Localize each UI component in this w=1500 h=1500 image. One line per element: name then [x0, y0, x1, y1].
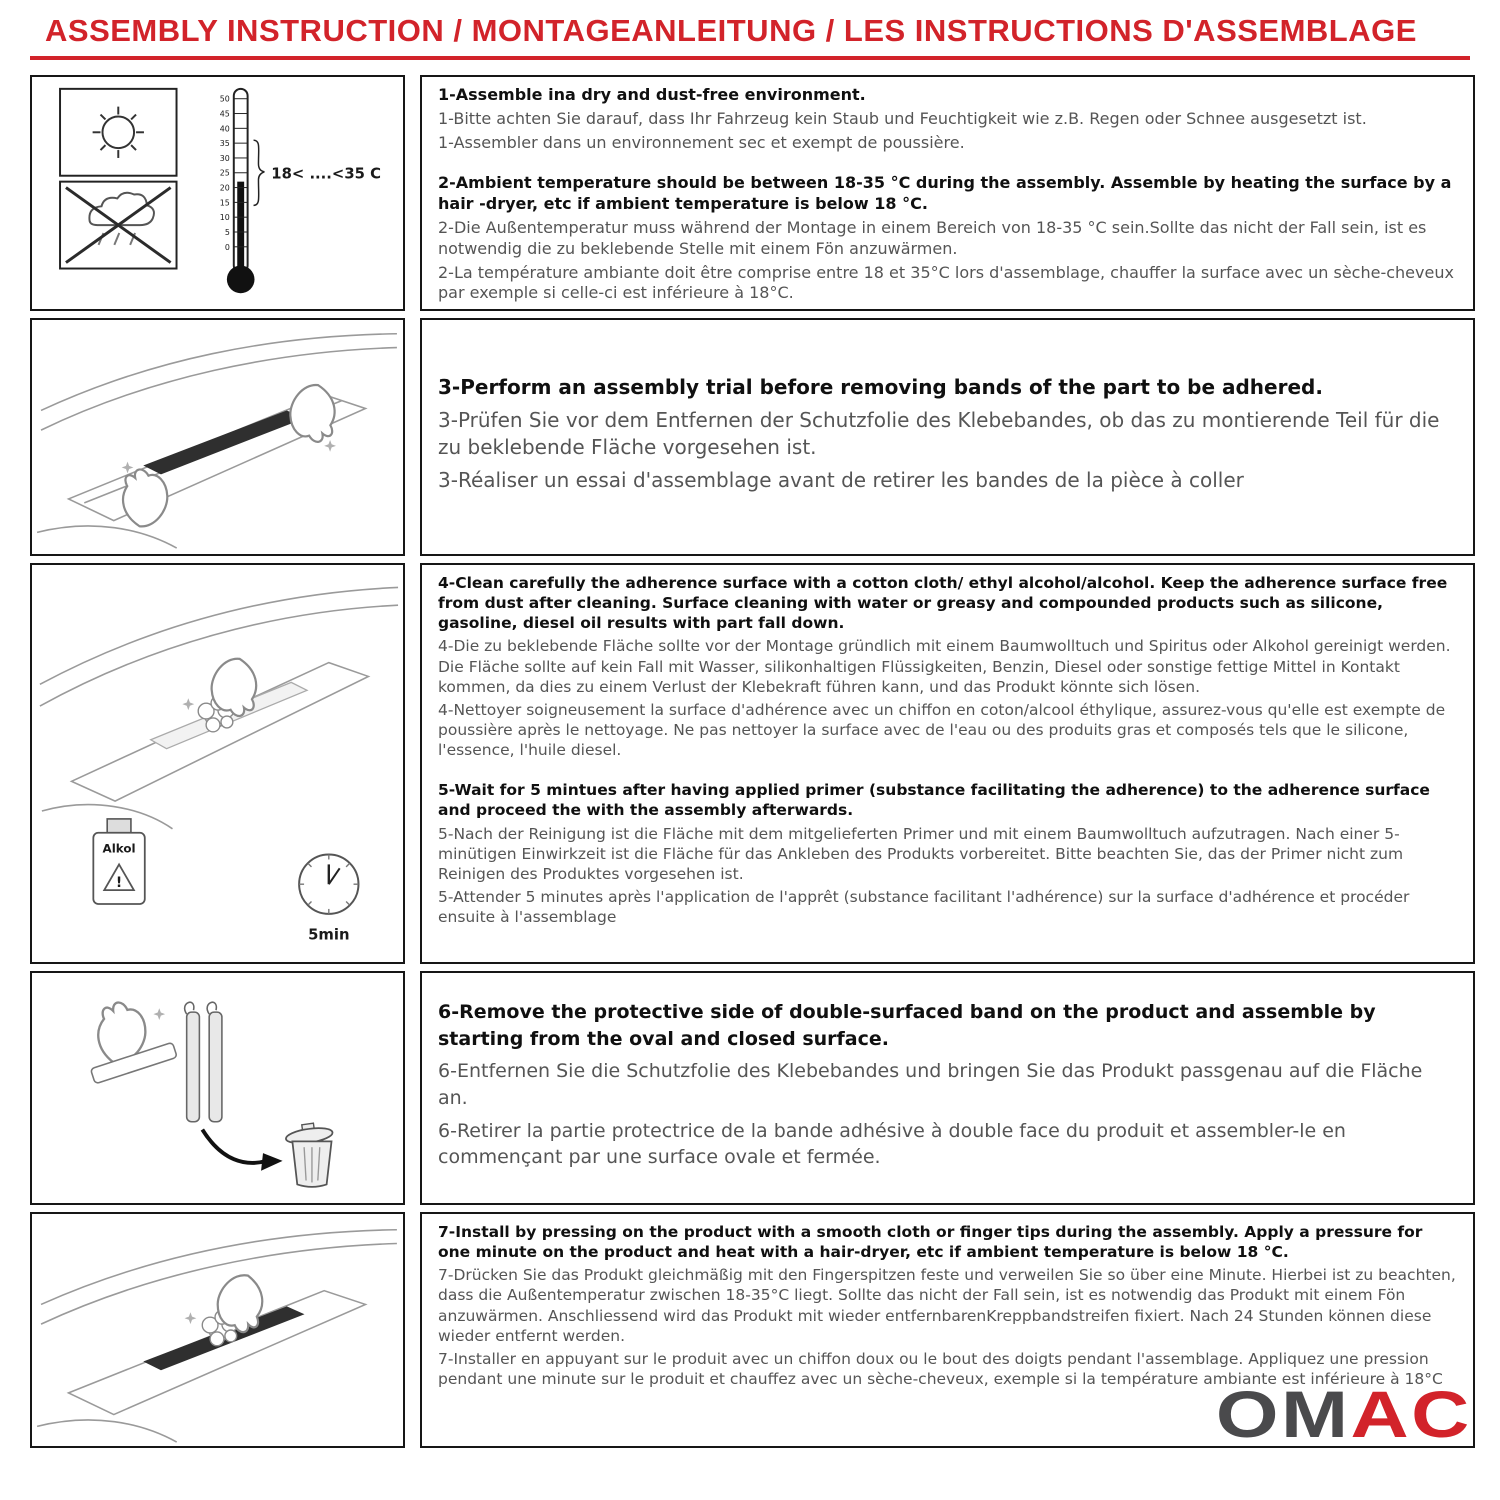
logo-text-red: AC	[1350, 1377, 1472, 1451]
instruction-5-fr: 5-Attender 5 minutes après l'application de l'apprêt (substance facilitant l'adhérence) sur la surface d'adhérence et procéder ensuite à l'assemblage	[438, 887, 1410, 927]
thermometer-icon	[220, 89, 381, 293]
svg-text:40: 40	[219, 124, 230, 134]
sparkle-icon	[185, 1312, 197, 1324]
svg-text:15: 15	[219, 198, 230, 208]
svg-text:45: 45	[219, 109, 230, 119]
trim-part	[143, 410, 304, 474]
instruction-2-fr: 2-La température ambiante doit être comprise entre 18 et 35°C lors d'assemblage, chauffer la surface avec un sèche-cheveux par exemple si celle-ci est inférieure à 18°C.	[438, 262, 1454, 303]
sparkle-icon	[122, 462, 134, 474]
warning-mark: !	[115, 875, 123, 892]
instruction-2-en: 2-Ambient temperature should be between 18-35 °C during the assembly. Assemble by heating the surface by a hair -dryer, etc if ambient temperature is below 18 °C.	[438, 173, 1452, 214]
arrow-to-trash	[202, 1130, 267, 1163]
step-row-3	[30, 563, 1475, 964]
illustration-assembly-trial	[30, 318, 405, 556]
arrowhead-icon	[261, 1153, 283, 1171]
page-title: ASSEMBLY INSTRUCTION / MONTAGEANLEITUNG / LES INSTRUCTIONS D'ASSEMBLAGE	[45, 13, 1417, 48]
step-row-2	[30, 318, 1475, 556]
svg-text:0: 0	[224, 242, 230, 252]
instruction-6-de: 6-Entfernen Sie die Schutzfolie des Klebebandes und bringen Sie das Produkt passgenau auf die Fläche an.	[438, 1060, 1423, 1109]
svg-text:50: 50	[219, 94, 230, 104]
sparkle-icon	[182, 698, 194, 710]
logo-text-gray: OM	[1216, 1377, 1351, 1451]
svg-text:25: 25	[219, 168, 230, 178]
illustration-environment-temperature	[30, 75, 405, 311]
instruction-4-fr: 4-Nettoyer soigneusement la surface d'adhérence avec un chiffon en coton/alcool éthylique, assurez-vous qu'elle est exempte de poussière après le nettoyage. Ne pas nettoyer la surface avec de l'eau ou des produits gras et composés tels que le silicone, l'essence, l'huile diesel.	[438, 700, 1446, 760]
step-row-4	[30, 971, 1475, 1205]
instruction-2-de: 2-Die Außentemperatur muss während der Montage in einem Bereich von 18-35 °C sein.Sollte das nicht der Fall sein, ist es notwendig die zu beklebende Stelle mit einem Fön anzuwärmen.	[438, 217, 1427, 258]
instruction-5-en: 5-Wait for 5 mintues after having applied primer (substance facilitating the adherence) to the adherence surface and proceed the with the assembly afterwards.	[438, 781, 1430, 820]
bottle-label: Alkol	[102, 841, 136, 856]
instruction-6-en: 6-Remove the protective side of double-surfaced band on the product and assemble by starting from the oval and closed surface.	[438, 1001, 1376, 1050]
illustration-press-install	[30, 1212, 405, 1448]
instructions-steps-1-2	[420, 75, 1475, 311]
environment-temperature-drawing	[32, 77, 403, 309]
svg-text:10: 10	[219, 213, 230, 223]
instruction-5-de: 5-Nach der Reinigung ist die Fläche mit dem mitgelieferten Primer und mit einem Baumwolltuch aufzutragen. Nach einer 5-minütigen Einwirkzeit ist die Fläche für das Ankleben des Produkts vorbereitet. Bitte beachten Sie, das der Primer nicht zum Reinigen des Produktes vorgesehen ist.	[438, 824, 1404, 883]
instructions-step-3	[420, 318, 1475, 556]
omac-logo	[1216, 1377, 1472, 1451]
svg-text:20: 20	[219, 183, 230, 193]
instructions-step-6	[420, 971, 1475, 1205]
hand-icon	[111, 462, 179, 532]
illustration-remove-band	[30, 971, 405, 1205]
instruction-7-en: 7-Install by pressing on the product with a smooth cloth or finger tips during the assembly. Apply a pressure for one minute on the product and heat with a hair-dryer, etc if ambient temperature is below 18 °C.	[438, 1223, 1423, 1262]
sun-icon	[60, 89, 176, 176]
instruction-4-de: 4-Die zu beklebende Fläche sollte vor der Montage gründlich mit einem Baumwolltuch und Spiritus oder Alkohol gereinigt werden. Die Fläche sollte auf kein Fall mit Wasser, silikonhaltigen Flüssigkeiten, Benzin, Diesel oder sonstige fettige Mittel in Kontakt kommen, da dies zu einem Verlust der Klebekraft führen kann, und das Produkt könnte sich lösen.	[438, 637, 1451, 696]
hand-icon	[279, 380, 347, 450]
svg-text:35: 35	[219, 139, 230, 149]
alcohol-bottle-icon	[93, 819, 144, 904]
title-underline	[30, 56, 1470, 60]
instruction-3-de: 3-Prüfen Sie vor dem Entfernen der Schutzfolie des Klebebandes, ob das zu montierende Teil für die zu beklebende Fläche vorgesehen ist.	[438, 408, 1440, 459]
clock-icon	[299, 855, 358, 944]
instruction-4-en: 4-Clean carefully the adherence surface with a cotton cloth/ ethyl alcohol/alcohol. Keep the adherence surface free from dust after cleaning. Surface cleaning with water or greasy and compounded products such as silicone, gasoline, diesel oil results with part fall down.	[438, 574, 1448, 633]
range-brace	[254, 140, 265, 205]
sparkle-icon	[153, 1008, 165, 1020]
cleaning-drawing	[32, 565, 403, 962]
instruction-7-de: 7-Drücken Sie das Produkt gleichmäßig mit den Fingerspitzen feste und verweilen Sie so über eine Minute. Hierbei ist zu beachten, dass die Außentemperatur zwischen 18-35°C liegt. Sollte das nicht der Fall sein, ist es notwendig das Produkt mit einem Fön anzuwärmen. Anschliessend wird das Produkt mit wieder entfernbarenKreppbandstreifen fixiert. Nach 24 Stunden können diese wieder entfernt werden.	[438, 1266, 1456, 1345]
assembly-trial-drawing	[32, 320, 403, 554]
instruction-7-fr: 7-Installer en appuyant sur le produit avec un chiffon doux ou le bout des doigts pendant l'assemblage. Appliquez une pression pendant une minute sur le produit et chauffez avec un sèche-cheveux, exemple si la température ambiante est inférieure à 18°C	[438, 1349, 1443, 1388]
instruction-1-fr: 1-Assembler dans un environnement sec et exempt de poussière.	[438, 132, 965, 152]
clock-duration-label: 5min	[308, 926, 350, 944]
svg-text:5: 5	[224, 227, 230, 237]
step-row-1	[30, 75, 1475, 311]
press-install-drawing	[32, 1214, 403, 1446]
instruction-1-en: 1-Assemble ina dry and dust-free environment.	[438, 85, 866, 104]
temperature-range-label: 18< ....<35 C	[271, 165, 381, 183]
instruction-3-fr: 3-Réaliser un essai d'assemblage avant de retirer les bandes de la pièce à coller	[438, 468, 1244, 492]
no-rain-icon	[60, 182, 176, 269]
svg-text:30: 30	[219, 153, 230, 163]
thermometer-tick-labels	[220, 95, 230, 252]
instruction-6-fr: 6-Retirer la partie protectrice de la bande adhésive à double face du produit et assembler-le en commençant par une surface ovale et fermée.	[438, 1119, 1346, 1169]
sparkle-icon	[324, 440, 336, 452]
protective-strips	[185, 1002, 222, 1122]
remove-band-drawing	[32, 973, 403, 1203]
instruction-1-de: 1-Bitte achten Sie darauf, dass Ihr Fahrzeug kein Staub und Feuchtigkeit wie z.B. Regen oder Schnee ausgesetzt ist.	[438, 108, 1367, 128]
illustration-cleaning-primer	[30, 563, 405, 964]
instruction-3-en: 3-Perform an assembly trial before removing bands of the part to be adhered.	[438, 375, 1323, 399]
instructions-steps-4-5	[420, 563, 1475, 964]
trash-can-icon	[285, 1123, 333, 1187]
